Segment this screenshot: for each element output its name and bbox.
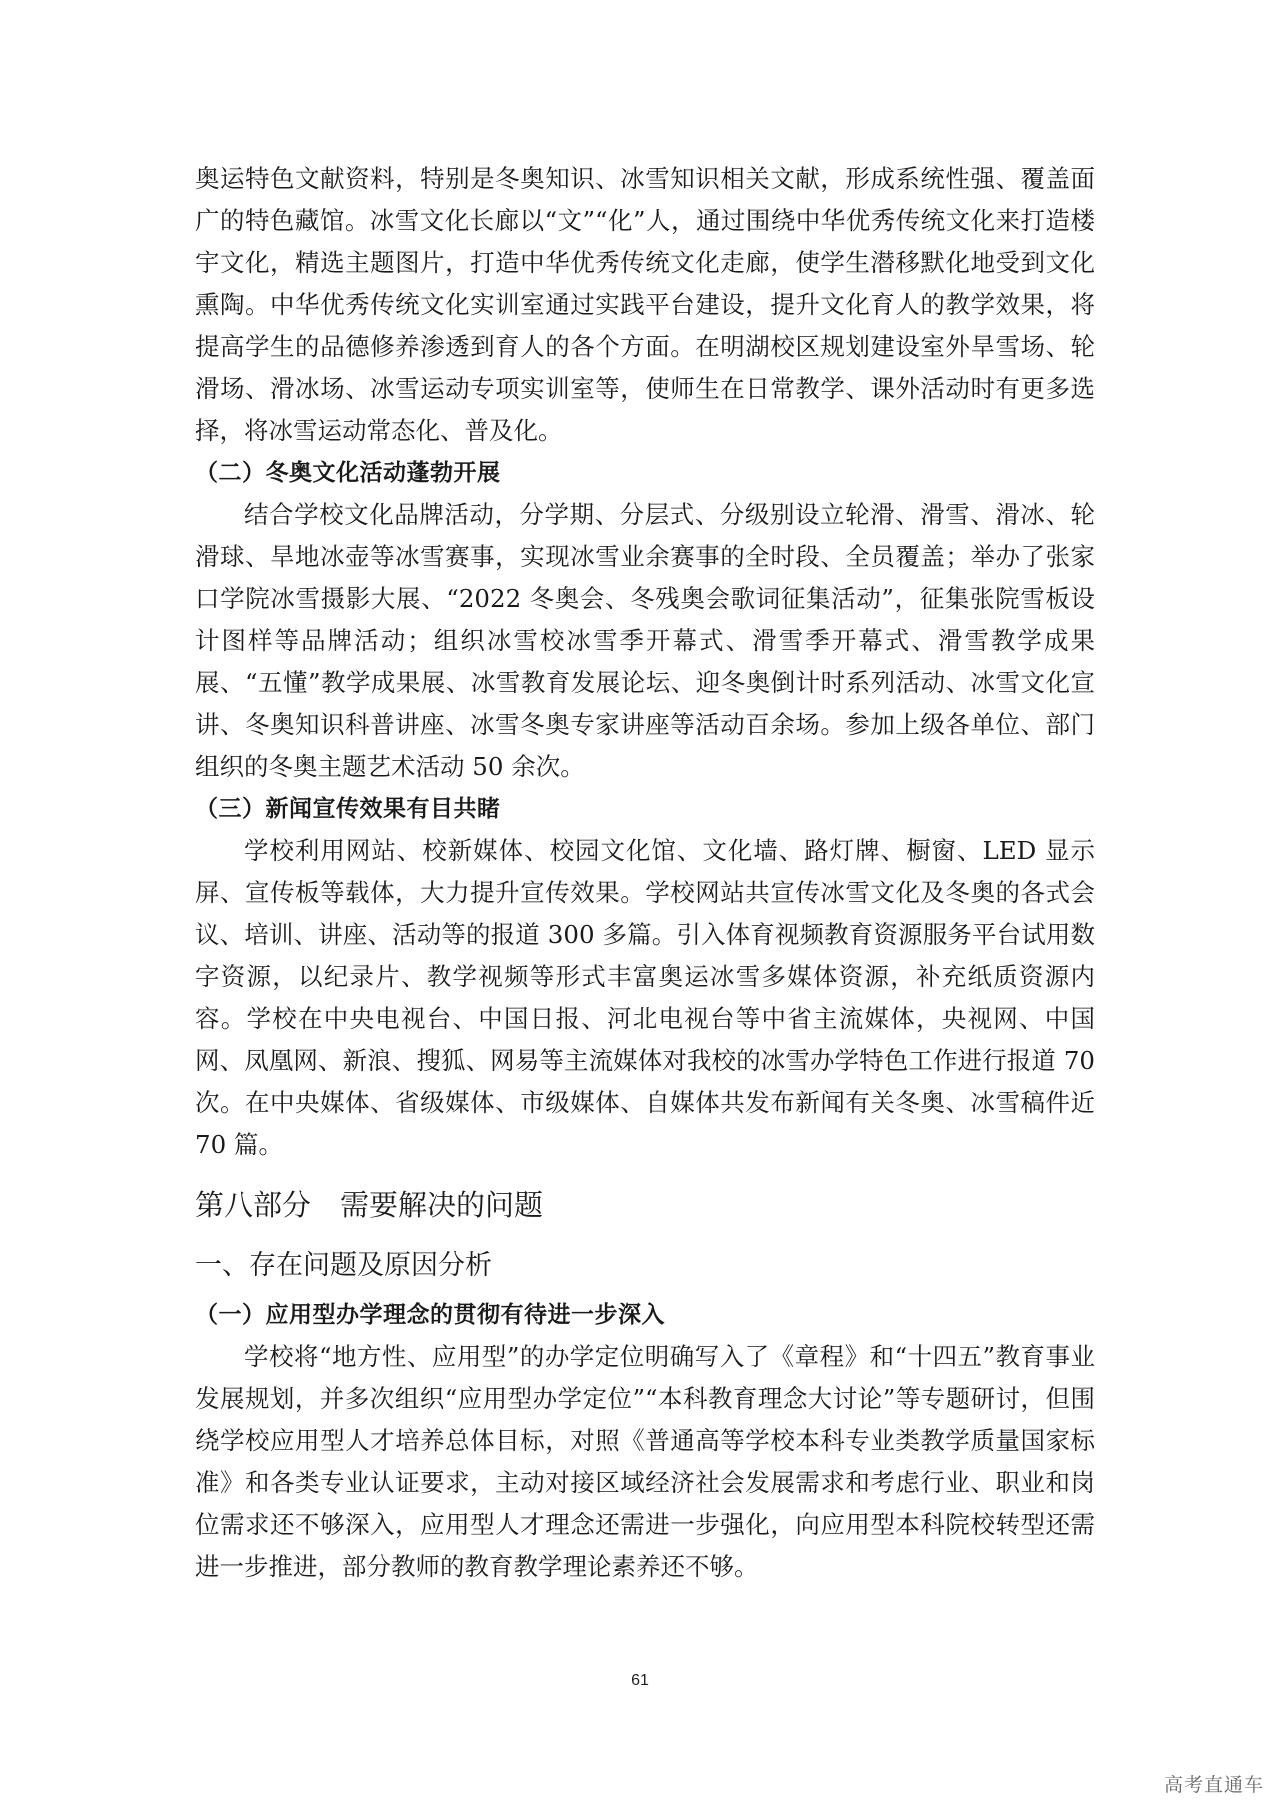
document-body bbox=[195, 158, 1095, 1588]
subheading-applied-philosophy: （一）应用型办学理念的贯彻有待进一步深入 bbox=[195, 1302, 665, 1328]
paragraph-applied-philosophy: 学校将“地方性、应用型”的办学定位明确写入了《章程》和“十四五”教育事业发展规划，并多次组织“应用型办学定位”“本科教育理念大讨论”等专题研讨，但围绕学校应用型人才培养总体目标，对照《普通高等学校本科专业类教学质量国家标准》和各类专业认证要求，主动对接区域经济社会发展需求和考虑行业、职业和岗位需求还不够深入，应用型人才理念还需进一步强化，向应用型本科院校转型还需进一步推进，部分教师的教育教学理论素养还不够。 bbox=[195, 1342, 1095, 1581]
watermark-text: 高考直通车 bbox=[1163, 1774, 1264, 1796]
paragraph-activities: 结合学校文化品牌活动，分学期、分层式、分级别设立轮滑、滑雪、滑冰、轮滑球、旱地冰壶等冰雪赛事，实现冰雪业余赛事的全时段、全员覆盖；举办了张家口学院冰雪摄影大展、“2022 冬奥会、冬残奥会歌词征集活动”，征集张院雪板设计图样等品牌活动；组织冰雪校冰雪季开幕式、滑雪季开幕式、滑雪教学成果展、“五懂”教学成果展、冰雪教育发展论坛、迎冬奥倒计时系列活动、冰雪文化宣讲、冬奥知识科普讲座、冰雪冬奥专家讲座等活动百余场。参加上级各单位、部门组织的冬奥主题艺术活动 50 余次。 bbox=[195, 500, 1095, 781]
subheading-winter-olympics-activities: （二）冬奥文化活动蓬勃开展 bbox=[195, 460, 501, 486]
section-title: 一、存在问题及原因分析 bbox=[195, 1250, 492, 1281]
part-title: 第八部分 需要解决的问题 bbox=[195, 1188, 544, 1222]
subheading-news-publicity: （三）新闻宣传效果有目共睹 bbox=[195, 796, 501, 822]
paragraph-library-culture: 奥运特色文献资料，特别是冬奥知识、冰雪知识相关文献，形成系统性强、覆盖面广的特色藏馆。冰雪文化长廊以“文”“化”人，通过围绕中华优秀传统文化来打造楼宇文化，精选主题图片，打造中华优秀传统文化走廊，使学生潜移默化地受到文化熏陶。中华优秀传统文化实训室通过实践平台建设，提升文化育人的教学效果，将提高学生的品德修养渗透到育人的各个方面。在明湖校区规划建设室外旱雪场、轮滑场、滑冰场、冰雪运动专项实训室等，使师生在日常教学、课外活动时有更多选择，将冰雪运动常态化、普及化。 bbox=[195, 164, 1095, 445]
paragraph-publicity: 学校利用网站、校新媒体、校园文化馆、文化墙、路灯牌、橱窗、LED 显示屏、宣传板等载体，大力提升宣传效果。学校网站共宣传冰雪文化及冬奥的各式会议、培训、讲座、活动等的报道 300 多篇。引入体育视频教育资源服务平台试用数字资源，以纪录片、教学视频等形式丰富奥运冰雪多媒体资源，补充纸质资源内容。学校在中央电视台、中国日报、河北电视台等中省主流媒体，央视网、中国网、凤凰网、新浪、搜狐、网易等主流媒体对我校的冰雪办学特色工作进行报道 70 次。在中央媒体、省级媒体、市级媒体、自媒体共发布新闻有关冬奥、冰雪稿件近 70 篇。 bbox=[195, 836, 1095, 1159]
page-number: 61 bbox=[631, 1672, 649, 1689]
